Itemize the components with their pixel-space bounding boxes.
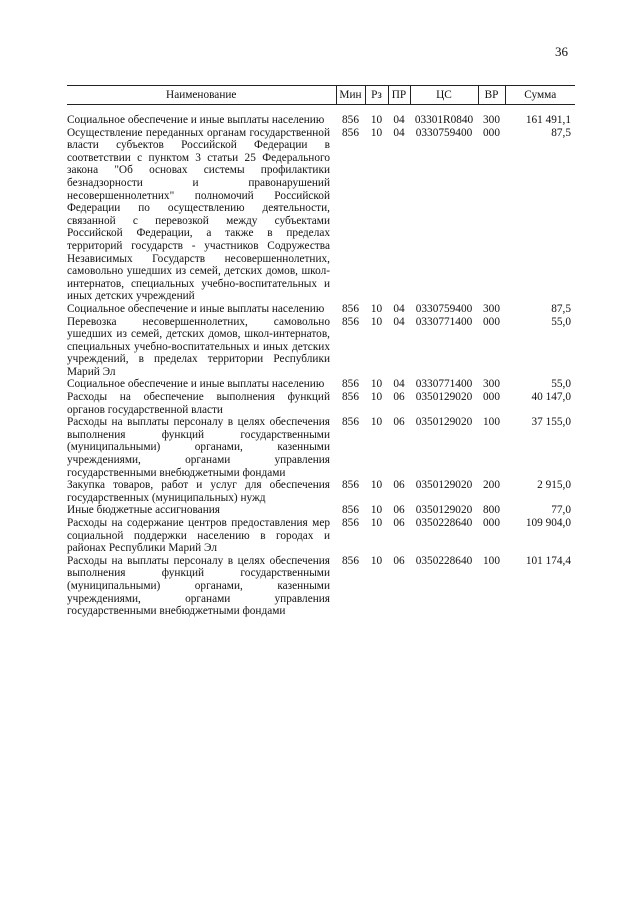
cell-rz: 10	[370, 391, 383, 404]
table-row	[67, 517, 575, 555]
table-row	[67, 378, 575, 391]
cell-min: 856	[342, 315, 359, 328]
cell-pr: 04	[393, 378, 405, 391]
table-body	[67, 105, 575, 618]
cell-rz: 10	[370, 378, 383, 391]
cell-cs: 0350129020	[415, 479, 473, 492]
table-row	[67, 105, 575, 127]
cell-cs: 0330771400	[415, 378, 473, 391]
cell-min: 856	[342, 391, 359, 404]
header-vr: ВР	[478, 86, 505, 105]
table-row	[67, 316, 575, 379]
cell-cs: 0350228640	[415, 554, 473, 567]
cell-name: Социальное обеспечение и иные выплаты населению	[67, 378, 325, 391]
cell-min: 856	[342, 126, 359, 139]
cell-vr: 300	[483, 378, 500, 391]
table-row	[67, 127, 575, 303]
cell-sum: 55,0	[551, 378, 571, 391]
cell-name: Осуществление переданных органам государственной власти субъектов Российской Федерации в соответствии с пунктом 3 статьи 25 Федерального закона "Об основах системы профилактики безнадзорности и правонарушений несовершеннолетних" полномочий Российской Федерации по осуществлению деятельности, связанной с перевозкой между субъектами Российской Федерации, а также в пределах территорий государств - участников Содружества Независимых Государств несовершеннолетних, самовольно ушедших из семей, детских домов, школ-интернатов, специальных учебно-воспитательных и иных детских учреждений	[67, 126, 330, 303]
cell-sum: 37 155,0	[531, 416, 571, 429]
cell-vr: 300	[483, 114, 500, 126]
table-row	[67, 391, 575, 416]
cell-name: Перевозка несовершеннолетних, самовольно ушедших из семей, детских домов, школ-интернатов, специальных учебно-воспитательных и иных детских учреждений, в пределах территории Республики Марий Эл	[67, 315, 330, 378]
cell-rz: 10	[370, 479, 383, 492]
cell-min: 856	[342, 416, 359, 429]
cell-pr: 06	[393, 504, 405, 517]
cell-name: Расходы на выплаты персоналу в целях обеспечения выполнения функций государственными (муниципальными) органами, казенными учреждениями, органами управления государственными внебюджетными фондами	[67, 416, 330, 479]
header-min: Мин	[336, 86, 365, 105]
cell-sum: 161 491,1	[525, 114, 571, 126]
cell-pr: 06	[393, 554, 405, 567]
cell-vr: 000	[483, 391, 500, 404]
cell-rz: 10	[370, 302, 383, 315]
table-row	[67, 504, 575, 517]
header-sum: Сумма	[505, 86, 575, 105]
cell-sum: 87,5	[551, 302, 571, 315]
cell-rz: 10	[370, 126, 383, 139]
header-name: Наименование	[67, 86, 336, 105]
cell-pr: 04	[393, 302, 405, 315]
cell-pr: 04	[393, 114, 405, 126]
cell-pr: 06	[393, 479, 405, 492]
header-rz: Рз	[365, 86, 388, 105]
cell-vr: 800	[483, 504, 500, 517]
cell-name: Иные бюджетные ассигнования	[67, 504, 220, 517]
cell-cs: 0330771400	[415, 315, 473, 328]
cell-sum: 77,0	[551, 504, 571, 517]
cell-cs: 0350228640	[415, 517, 473, 529]
cell-vr: 100	[483, 416, 500, 429]
cell-min: 856	[342, 554, 359, 567]
cell-vr: 300	[483, 302, 500, 315]
cell-rz: 10	[370, 504, 383, 517]
cell-rz: 10	[370, 315, 383, 328]
cell-cs: 0330759400	[415, 302, 473, 315]
cell-name: Расходы на выплаты персоналу в целях обеспечения выполнения функций государственными (муниципальными) органами, казенными учреждениями, органами управления государственными внебюджетными фондами	[67, 554, 330, 618]
header-cs: ЦС	[410, 86, 478, 105]
cell-rz: 10	[370, 416, 383, 429]
cell-cs: 0350129020	[415, 504, 473, 517]
cell-sum: 109 904,0	[525, 517, 571, 529]
cell-cs: 0330759400	[415, 126, 473, 139]
table-row	[67, 555, 575, 618]
table-header	[67, 86, 575, 105]
cell-vr: 200	[483, 479, 500, 492]
cell-cs: 0350129020	[415, 416, 473, 429]
cell-rz: 10	[370, 517, 383, 529]
cell-pr: 06	[393, 391, 405, 404]
cell-min: 856	[342, 479, 359, 492]
cell-name: Социальное обеспечение и иные выплаты населению	[67, 114, 325, 126]
table-row	[67, 416, 575, 479]
cell-pr: 04	[393, 315, 405, 328]
cell-sum: 87,5	[551, 126, 571, 139]
cell-vr: 100	[483, 554, 500, 567]
table-row	[67, 303, 575, 316]
cell-min: 856	[342, 302, 359, 315]
cell-rz: 10	[370, 114, 383, 126]
cell-vr: 000	[483, 126, 500, 139]
budget-table	[67, 85, 575, 618]
cell-min: 856	[342, 517, 359, 529]
cell-sum: 40 147,0	[531, 391, 571, 404]
cell-vr: 000	[483, 517, 500, 529]
page-number: 36	[555, 44, 568, 59]
cell-vr: 000	[483, 315, 500, 328]
cell-min: 856	[342, 378, 359, 391]
cell-name: Расходы на содержание центров предоставления мер социальной поддержки населению в городах и районах Республики Марий Эл	[67, 517, 330, 555]
cell-pr: 06	[393, 416, 405, 429]
cell-min: 856	[342, 504, 359, 517]
cell-name: Социальное обеспечение и иные выплаты населению	[67, 302, 325, 315]
cell-cs: 03301R0840	[414, 114, 474, 126]
cell-cs: 0350129020	[415, 391, 473, 404]
cell-name: Закупка товаров, работ и услуг для обеспечения государственных (муниципальных) нужд	[67, 479, 330, 504]
header-pr: ПР	[388, 86, 410, 105]
cell-min: 856	[342, 114, 359, 126]
cell-name: Расходы на обеспечение выполнения функций органов государственной власти	[67, 391, 330, 416]
table-row	[67, 479, 575, 504]
cell-pr: 04	[393, 126, 405, 139]
cell-pr: 06	[393, 517, 405, 529]
cell-sum: 55,0	[551, 315, 571, 328]
cell-rz: 10	[370, 554, 383, 567]
cell-sum: 2 915,0	[537, 479, 571, 492]
cell-sum: 101 174,4	[525, 554, 571, 567]
